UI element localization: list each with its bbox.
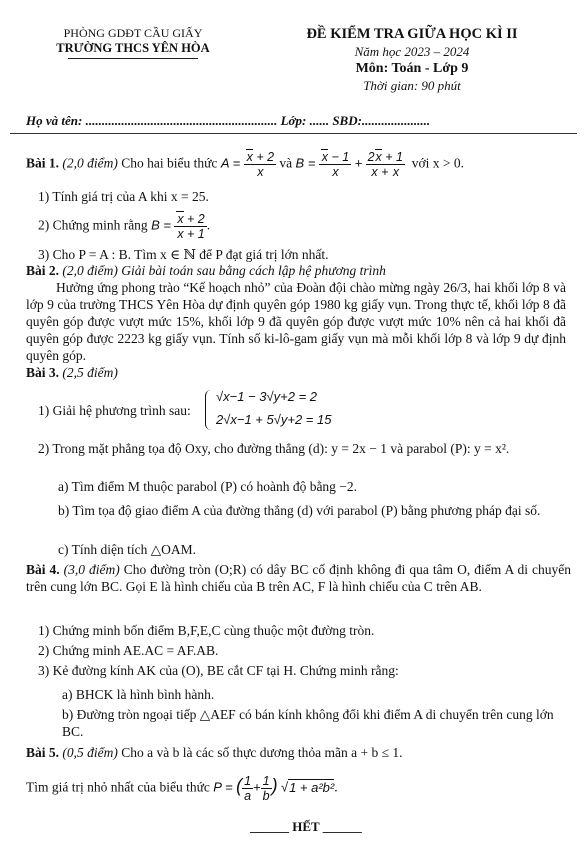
bai4-b: b) Đường tròn ngoại tiếp △AEF có bán kính không đổi khi điểm A di chuyển trên cung lớn BC. — [62, 707, 554, 739]
bai1-intro: Cho hai biểu thức — [121, 155, 218, 171]
bai2-points: (2,0 điểm) Giải bài toán sau bằng cách lập hệ phương trình — [62, 263, 386, 278]
bai4-a: a) BHCK là hình bình hành. — [62, 687, 215, 702]
bai3-a: a) Tìm điểm M thuộc parabol (P) có hoành độ bằng −2. — [58, 479, 358, 494]
department: PHÒNG GDĐT CẦU GIẤY — [63, 26, 203, 40]
bai5-q-text: Tìm giá trị nhỏ nhất của biểu thức — [26, 779, 210, 795]
formula-B-part1: $\frac{x - 1}{x}$ — [319, 150, 351, 179]
end-text: HẾT — [292, 819, 320, 834]
header-left — [28, 26, 238, 59]
bai3-q1: 1) Giải hệ phương trình sau: — [38, 403, 191, 418]
exam-time: Thời gian: 90 phút — [363, 78, 461, 93]
sqrt-term: √1 + a²b² — [280, 779, 335, 795]
bai2-label: Bài 2. — [26, 263, 60, 278]
header-rule — [68, 58, 198, 59]
system-eq2: 2√x−1 + 5√y+2 = 15 — [216, 412, 332, 427]
bai5-question: Tìm giá trị nhỏ nhất của biểu thức P = ( $\frac{1}{a}$ + $\frac{1}{b}$ ) √1 + a²b². — [26, 774, 338, 803]
formula-B-part2: $\frac{2x + 1}{x + x}$ — [367, 150, 403, 179]
bai3-q2: 2) Trong mặt phẳng tọa độ Oxy, cho đường thẳng (d): y = 2x − 1 và parabol (P): y = x². — [38, 441, 510, 456]
header-right — [262, 26, 562, 94]
bai4-q2: 2) Chứng minh AE.AC = AF.AB. — [38, 643, 219, 658]
bai1-points: (2,0 điểm) — [62, 155, 118, 171]
divider — [10, 133, 577, 134]
bai3-c: c) Tính diện tích △OAM. — [58, 542, 196, 557]
bai4-statement — [26, 561, 571, 595]
formula-B-proof: $\frac{x + 2}{x + 1}$ — [174, 212, 206, 241]
bai3-points: (2,5 điểm) — [62, 365, 118, 380]
student-info-line: Họ và tên: ........................................................... Lớp: ...... SBD:..................... — [26, 113, 431, 128]
subject: Môn: Toán - Lớp 9 — [355, 61, 469, 76]
formula-A: $\frac{x + 2}{x}$ — [244, 150, 276, 179]
school-year: Năm học 2023 – 2024 — [354, 44, 470, 59]
bai1-statement: Bài 1. (2,0 điểm) Cho hai biểu thức A = $\frac{x + 2}{x}$ và B = $\frac{x - 1}{x}$ + $\frac{2x + 1}{x + x}$ với x > 0. — [26, 150, 465, 179]
bai3-label: Bài 3. — [26, 365, 60, 380]
bai1-q3: 3) Cho P = A : B. Tìm x ∈ ℕ để P đạt giá trị lớn nhất. — [38, 247, 329, 262]
bai2-body: Hưởng ứng phong trào “Kế hoạch nhỏ” của Đoàn đội chào mừng ngày 26/3, hai khối lớp 8 và lớp 9 của trường THCS Yên Hòa dự định quyên góp 1980 kg giấy vụn. Trong thực tế, khối lớp 8 đã quyên góp được vượt mức 15%, khối lớp 9 đã quyên góp được vượt mức 10% nên cả hai khối đã quyên góp được 2223 kg giấy vụn. Tính số ki-lô-gam giấy vụn mà mỗi khối lớp 8 và lớp 9 dự định quyên góp. — [26, 280, 566, 363]
bai3-heading — [26, 364, 118, 381]
bai4-body: Cho đường tròn (O;R) có dây BC cố định không đi qua tâm O, điểm A di chuyển trên cung lớn BC. Gọi E là hình chiếu của B trên AC, F là hình chiếu của C trên AB. — [26, 562, 571, 594]
bai1-q1: 1) Tính giá trị của A khi x = 25. — [38, 189, 209, 204]
bai5-points: (0,5 điểm) — [62, 745, 118, 760]
bai1-q2-text: 2) Chứng minh rằng — [38, 217, 148, 233]
bai4-points: (3,0 điểm) — [63, 562, 120, 577]
frac-1-over-a: $\frac{1}{a}$ — [244, 774, 252, 803]
bai5-statement — [26, 744, 402, 761]
bai4-q3: 3) Kẻ đường kính AK của (O), BE cắt CF tại H. Chứng minh rằng: — [38, 663, 399, 678]
frac-1-over-b: $\frac{1}{b}$ — [262, 774, 270, 803]
system-brace — [205, 390, 214, 430]
bai2-heading — [26, 262, 571, 279]
bai4-q1: 1) Chứng minh bốn điểm B,F,E,C cùng thuộc một đường tròn. — [38, 623, 375, 638]
bai5-body: Cho a và b là các số thực dương thỏa mãn a + b ≤ 1. — [121, 745, 403, 760]
end-marker: ______ HẾT ______ — [250, 819, 362, 834]
bai1-condition: với x > 0. — [411, 155, 465, 171]
formula-A-lhs: A = — [220, 155, 241, 171]
school-name: TRƯỜNG THCS YÊN HÒA — [56, 41, 210, 55]
system-eq1: √x−1 − 3√y+2 = 2 — [216, 389, 318, 404]
bai5-label: Bài 5. — [26, 745, 60, 760]
bai3-b: b) Tìm tọa độ giao điểm A của đường thẳng (d) với parabol (P) bằng phương pháp đại số. — [58, 503, 541, 518]
bai1-q2: 2) Chứng minh rằng B = $\frac{x + 2}{x + 1}$ . — [38, 212, 211, 241]
bai4-label: Bài 4. — [26, 562, 60, 577]
formula-B-lhs: B = — [295, 155, 316, 171]
bai1-label: Bài 1. — [26, 155, 60, 171]
exam-title: ĐỀ KIỂM TRA GIỮA HỌC KÌ II — [306, 26, 518, 42]
